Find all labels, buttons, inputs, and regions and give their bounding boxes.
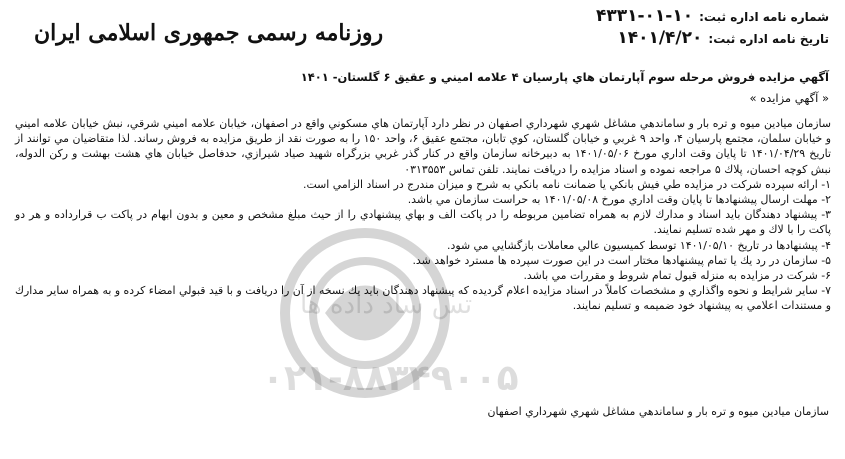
registration-number-label: شماره نامه اداره ثبت: [699, 10, 829, 24]
notice-subtitle: « آگهي مزايده » [749, 91, 829, 105]
registration-date-value: ۱۴۰۱/۴/۲۰ [617, 28, 703, 48]
gazette-title: روزنامه رسمی جمهوری اسلامی ایران [34, 20, 384, 46]
notice-item: ۵- سازمان در رد يك يا تمام پيشنهادها مختار است در اين صورت سپرده ها مسترد خواهد شد. [412, 253, 831, 267]
notice-signature: سازمان ميادين ميوه و تره بار و ساماندهي مشاغل شهري شهرداري اصفهان [487, 405, 829, 418]
notice-item: ۶- شركت در مزايده به منزله قبول تمام شروط و مقررات مي باشد. [523, 269, 831, 283]
notice-body [15, 116, 831, 314]
notice-item: ۷- ساير شرايط و نحوه واگذاري و مشخصات كاملاً در اسناد مزايده اعلام گرديده كه پيشنهاد دهندگان بايد يك نسخه از آن را دريافت و با قيد قبولي امضاء كرده و به همراه ساير مدارك و مستندات اعلامي به پيشنهاد خود ضميمه و تسليم نمايند. [15, 284, 831, 313]
notice-item: ۴- پيشنهادها در تاريخ ۱۴۰۱/۰۵/۱۰ توسط كميسيون عالي معاملات بازگشايي مي شود. [447, 238, 831, 252]
watermark-name: تس ساد داده ها [300, 290, 473, 320]
gazette-header [14, 6, 831, 54]
notice-item: ۳- پيشنهاد دهندگان بايد اسناد و مدارك لازم به همراه تضامين مربوطه را در پاكت الف و بهاي پيشنهادي را از حيث مبلغ مشخص و معين و بدون ابهام در پاكت ب قرارداده و هر دو پاكت را با لاك و مهر شده تسليم نمايند. [15, 208, 831, 237]
registration-date-row [489, 28, 829, 50]
notice-item: ۱- ارائه سپرده شركت در مزايده طي فيش بانكي يا ضمانت نامه بانكي به شرح و ميزان مندرج در اسناد الزامي است. [303, 177, 831, 191]
notice-item: ۲- مهلت ارسال پيشنهادها تا پايان وقت اداري مورخ ۱۴۰۱/۰۵/۰۸ به حراست سازمان مي باشد. [407, 193, 831, 207]
watermark-phone: ۰۲۱-۸۸۳۴۹۰۰۵ [262, 358, 519, 399]
notice-intro: سازمان ميادين ميوه و تره بار و ساماندهي مشاغل شهري شهرداري اصفهان در نظر دارد آپارتمان هاي مسكوني واقع در اصفهان، خيابان علامه اميني شرقي، نبش خيابان علامه اميني و خيابان سلمان، مجتمع پارسيان ۴، واحد ۹ غربي و خيابان گلستان، كوي تابان، مجتمع عقيق ۶، واحد ۱۵۰ را به صورت نقد از طريق مزايده به فروش رساند. لذا متقاضيان مي توانند از تاريخ ۱۴۰۱/۰۴/۲۹ تا پايان وقت اداري مورخ ۱۴۰۱/۰۵/۰۶ به دبيرخانه سازمان واقع در كنار گذر غربي بزرگراه شهيد صياد شيرازي، حدفاصل خيابان هاي هشت بهشت و ركن الدوله، نبش كوچه احسان، پلاك ۵ مراجعه نموده و اسناد مزايده را دريافت نمايند. تلفن تماس ۰۳۱۳۵۵۳ [15, 117, 831, 176]
registration-info [489, 6, 829, 50]
registration-number-value: ۴۳۳۱-۰۱-۱۰ [595, 6, 694, 26]
notice-title: آگهي مزايده فروش مرحله سوم آپارتمان هاي پارسيان ۴ علامه اميني و عقيق ۶ گلستان- ۱۴۰۱ [300, 70, 829, 84]
registration-date-label: تاریخ نامه اداره ثبت: [708, 32, 829, 46]
registration-number-row [489, 6, 829, 28]
